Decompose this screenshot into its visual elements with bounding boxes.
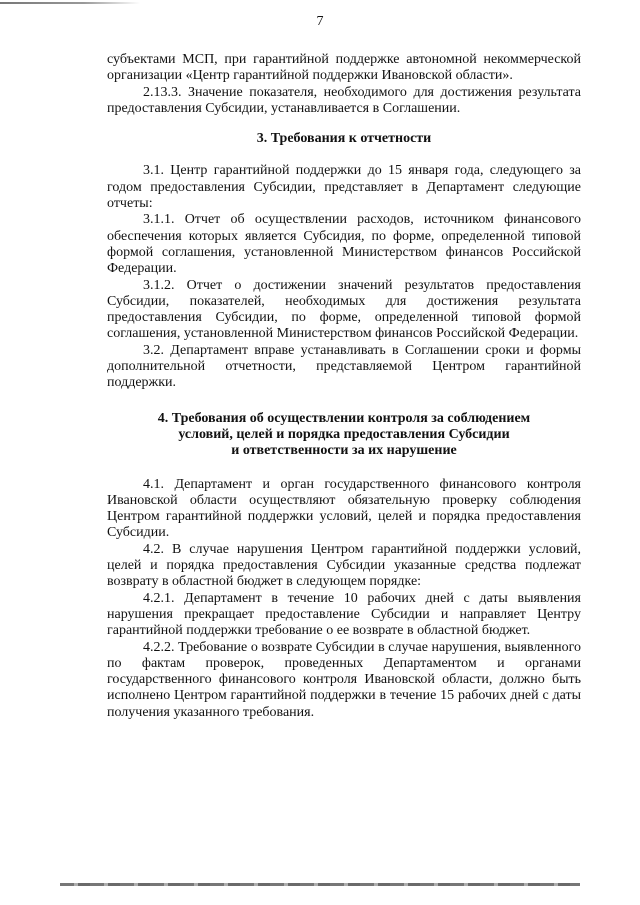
section-3-heading: 3. Требования к отчетности <box>256 131 432 147</box>
paragraph-3-1-1: 3.1.1. Отчет об осуществлении расходов, источником финансового обеспечения которых является Субсидия, по форме, определенной типовой формой соглашения, установленной Министерством финансов Российской Федерации. <box>107 212 581 277</box>
document-body <box>107 52 581 721</box>
section-4-heading-line-2: условий, целей и порядка предоставления Субсидии <box>178 426 510 442</box>
paragraph-4-2-2: 4.2.2. Требование о возврате Субсидии в случае нарушения, выявленного по фактам проверок, проведенных Департаментом и органами государственного финансового контроля Ивановской области, должно быть исполнено Центром гарантийной поддержки в течение 15 рабочих дней с даты получения указанного требования. <box>107 639 581 720</box>
section-4-heading <box>107 411 581 460</box>
scan-edge-top <box>0 2 140 4</box>
section-4-heading-line-3: и ответственности за их нарушение <box>231 443 457 459</box>
section-4-heading-line-1: 4. Требования об осуществлении контроля за соблюдением <box>157 410 531 426</box>
paragraph-4-2: 4.2. В случае нарушения Центром гарантийной поддержки условий, целей и порядка предоставления Субсидии указанные средства подлежат возврату в областной бюджет в следующем порядке: <box>107 541 581 590</box>
paragraph-4-1: 4.1. Департамент и орган государственного финансового контроля Ивановской области осуществляют обязательную проверку соблюдения Центром гарантийной поддержки условий, целей и порядка предоставления Субсидии. <box>107 476 581 541</box>
paragraph-3-1: 3.1. Центр гарантийной поддержки до 15 января года, следующего за годом предоставления Субсидии, представляет в Департамент следующие отчеты: <box>107 163 581 212</box>
scan-edge-bottom <box>60 883 580 886</box>
paragraph-3-1-2: 3.1.2. Отчет о достижении значений результатов предоставления Субсидии, показателей, необходимых для достижения результата предоставления Субсидии, по форме, определенной типовой формой соглашения, установленной Министерством финансов Российской Федерации. <box>107 277 581 342</box>
paragraph-4-2-1: 4.2.1. Департамент в течение 10 рабочих дней с даты выявления нарушения прекращает предоставление Субсидии и направляет Центру гарантийной поддержки требование о ее возврате в областной бюджет. <box>107 590 581 639</box>
page-number: 7 <box>316 14 324 29</box>
paragraph-3-2: 3.2. Департамент вправе устанавливать в Соглашении сроки и формы дополнительной отчетности, представляемой Центром гарантийной поддержки. <box>107 342 581 391</box>
paragraph-continuation: субъектами МСП, при гарантийной поддержке автономной некоммерческой организации «Центр гарантийной поддержки Ивановской области». <box>107 52 581 84</box>
paragraph-2-13-3: 2.13.3. Значение показателя, необходимого для достижения результата предоставления Субсидии, устанавливается в Соглашении. <box>107 84 581 116</box>
